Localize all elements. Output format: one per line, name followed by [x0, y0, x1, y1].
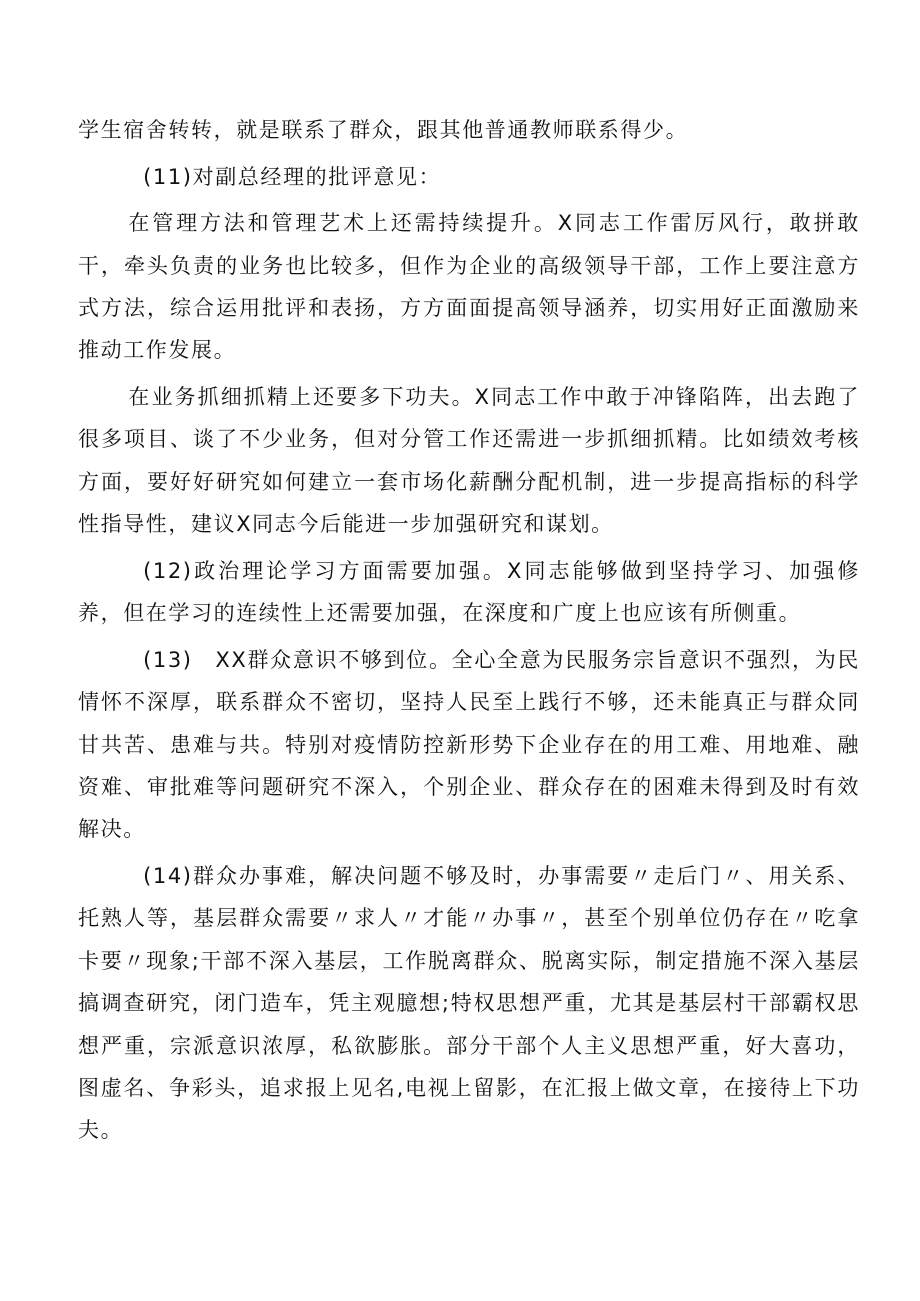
paragraph-item-14: (14)群众办事难，解决问题不够及时，办事需要〃走后门〃、用关系、托熟人等，基层群众需要〃求人〃才能〃办事〃，甚至个别单位仍存在〃吃拿卡要〃现象;干部不深入基层，工作脱离群众、脱离实际，制定措施不深入基层搞调查研究，闭门造车，凭主观臆想;特权思想严重，尤其是基层村干部霸权思想严重，宗派意识浓厚，私欲膨胀。部分干部个人主义思想严重，好大喜功，图虚名、争彩头，追求报上见名,电视上留影，在汇报上做文章，在接待上下功夫。	[78, 864, 860, 1143]
paragraph-item-13: (13) XX群众意识不够到位。全心全意为民服务宗旨意识不强烈，为民情怀不深厚，联系群众不密切，坚持人民至上践行不够，还未能真正与群众同甘共苦、患难与共。特别对疫情防控新形势下企业存在的用工难、用地难、融资难、审批难等问题研究不深入，个别企业、群众存在的困难未得到及时有效解决。	[78, 647, 860, 842]
document-body	[78, 109, 860, 1156]
paragraph-management-method: 在管理方法和管理艺术上还需持续提升。X同志工作雷厉风行，敢拼敢干，牵头负责的业务也比较多，但作为企业的高级领导干部，工作上要注意方式方法，综合运用批评和表扬，方方面面提高领导涵养，切实用好正面激励来推动工作发展。	[78, 211, 860, 363]
paragraph-business-detail: 在业务抓细抓精上还要多下功夫。X同志工作中敢于冲锋陷阵，出去跑了很多项目、谈了不少业务，但对分管工作还需进一步抓细抓精。比如绩效考核方面，要好好研究如何建立一套市场化薪酬分配机制，进一步提高指标的科学性指导性，建议X同志今后能进一步加强研究和谋划。	[78, 385, 860, 537]
paragraph-heading-11: (11)对副总经理的批评意见：	[143, 164, 442, 189]
paragraph-continuation: 学生宿舍转转，就是联系了群众，跟其他普通教师联系得少。	[78, 118, 689, 142]
paragraph-item-12: (12)政治理论学习方面需要加强。X同志能够做到坚持学习、加强修养，但在学习的连续性上还需要加强，在深度和广度上也应该有所侧重。	[78, 558, 860, 626]
